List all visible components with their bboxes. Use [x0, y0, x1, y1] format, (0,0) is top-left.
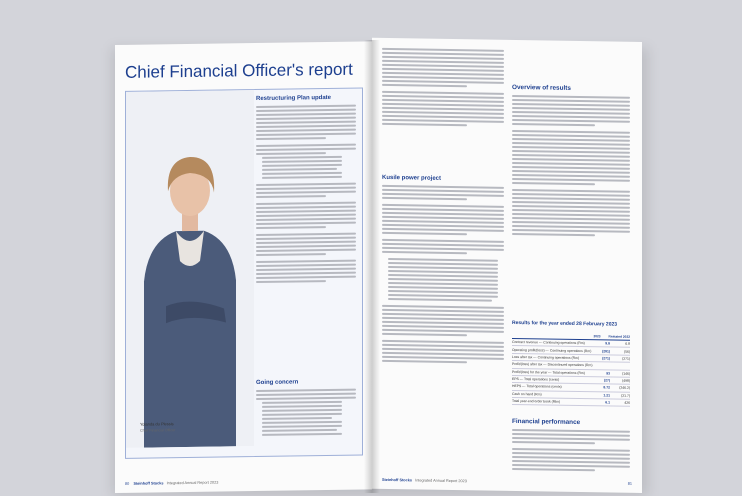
row-label: Cash on hand (Rm)	[512, 391, 542, 397]
text-block-restructuring	[256, 105, 356, 283]
row-label: Loss after tax — Continuing operations (Rm)	[512, 354, 580, 360]
text-block-right-col1-top	[382, 48, 504, 127]
text-block-kusile	[382, 185, 504, 364]
section-heading-overview: Overview of results	[512, 83, 571, 92]
row-value-2023	[596, 364, 610, 368]
section-heading-restructuring: Restructuring Plan update	[256, 94, 332, 103]
row-value-2023: 1.21	[603, 393, 610, 398]
row-value-2022: (146)	[622, 371, 630, 376]
row-value-2023: (27)	[603, 378, 610, 383]
row-label: EPS — Total operations (cents)	[512, 377, 560, 382]
row-value-2023: 6.1	[605, 400, 610, 405]
footer-brand-right: Steinhoff Stocks	[382, 477, 412, 483]
row-value-2022: (246.2)	[619, 386, 630, 391]
page-title: Chief Financial Officer's report	[125, 59, 353, 82]
right-page	[372, 38, 642, 493]
footer-doc-left: Integrated Annual Report 2023	[166, 480, 219, 486]
row-value-2023: 9.8	[605, 341, 610, 346]
table-row	[512, 398, 630, 407]
row-value-2022: 6.8	[625, 341, 630, 346]
cfo-portrait	[126, 90, 254, 448]
row-label: Operating profit/(loss) — Continuing operations (Rm)	[512, 347, 592, 353]
page-number-left: 80	[125, 481, 130, 486]
section-heading-going-concern: Going concern	[256, 379, 299, 387]
footer-brand-left: Steinhoff Stocks	[133, 481, 164, 486]
cfo-feature-box	[125, 88, 363, 459]
row-value-2023: (271)	[602, 356, 610, 361]
photo-caption-role: Chief Financial Officer	[140, 428, 176, 433]
text-block-overview	[512, 95, 630, 237]
left-page	[115, 41, 372, 493]
book-gutter	[364, 40, 380, 493]
photo-caption-name: Yolanda du Plessis	[140, 421, 174, 427]
text-block-financial	[512, 429, 630, 472]
row-value-2022: (56)	[623, 349, 630, 354]
row-value-2022: (271)	[622, 356, 630, 361]
row-label: Contract revenue — Continuing operations (Rm)	[512, 340, 585, 346]
row-value-2022: (498)	[622, 378, 630, 383]
row-value-2022	[616, 364, 630, 368]
row-value-2023: (281)	[602, 348, 610, 354]
row-value-2022: (21.7)	[621, 393, 630, 398]
page-number-right: 81	[627, 481, 632, 486]
row-value-2022: 426	[624, 400, 630, 405]
results-table	[512, 333, 630, 407]
footer-doc-right: Integrated Annual Report 2023	[415, 478, 467, 484]
section-heading-kusile: Kusile power project	[382, 174, 442, 182]
row-value-2023: 93	[606, 371, 610, 376]
row-value-2023: 8.72	[603, 385, 610, 390]
col-2023: 2023	[593, 334, 601, 339]
row-label: Total year-end order book (Rbn)	[512, 399, 561, 404]
left-footer	[125, 481, 218, 486]
section-heading-results: Results for the year ended 28 February 2023	[512, 319, 618, 328]
row-label: HEPS — Total operations (cents)	[512, 384, 562, 390]
row-label: Profit/(loss) after tax — Discontinued operations (Rm)	[512, 362, 593, 368]
right-footer	[382, 478, 467, 483]
text-block-going-concern	[256, 389, 356, 436]
section-heading-financial: Financial performance	[512, 417, 581, 427]
col-2022: Restated 2022	[608, 334, 630, 339]
row-label: Profit/(loss) for the year — Total operations (Rm)	[512, 369, 585, 375]
